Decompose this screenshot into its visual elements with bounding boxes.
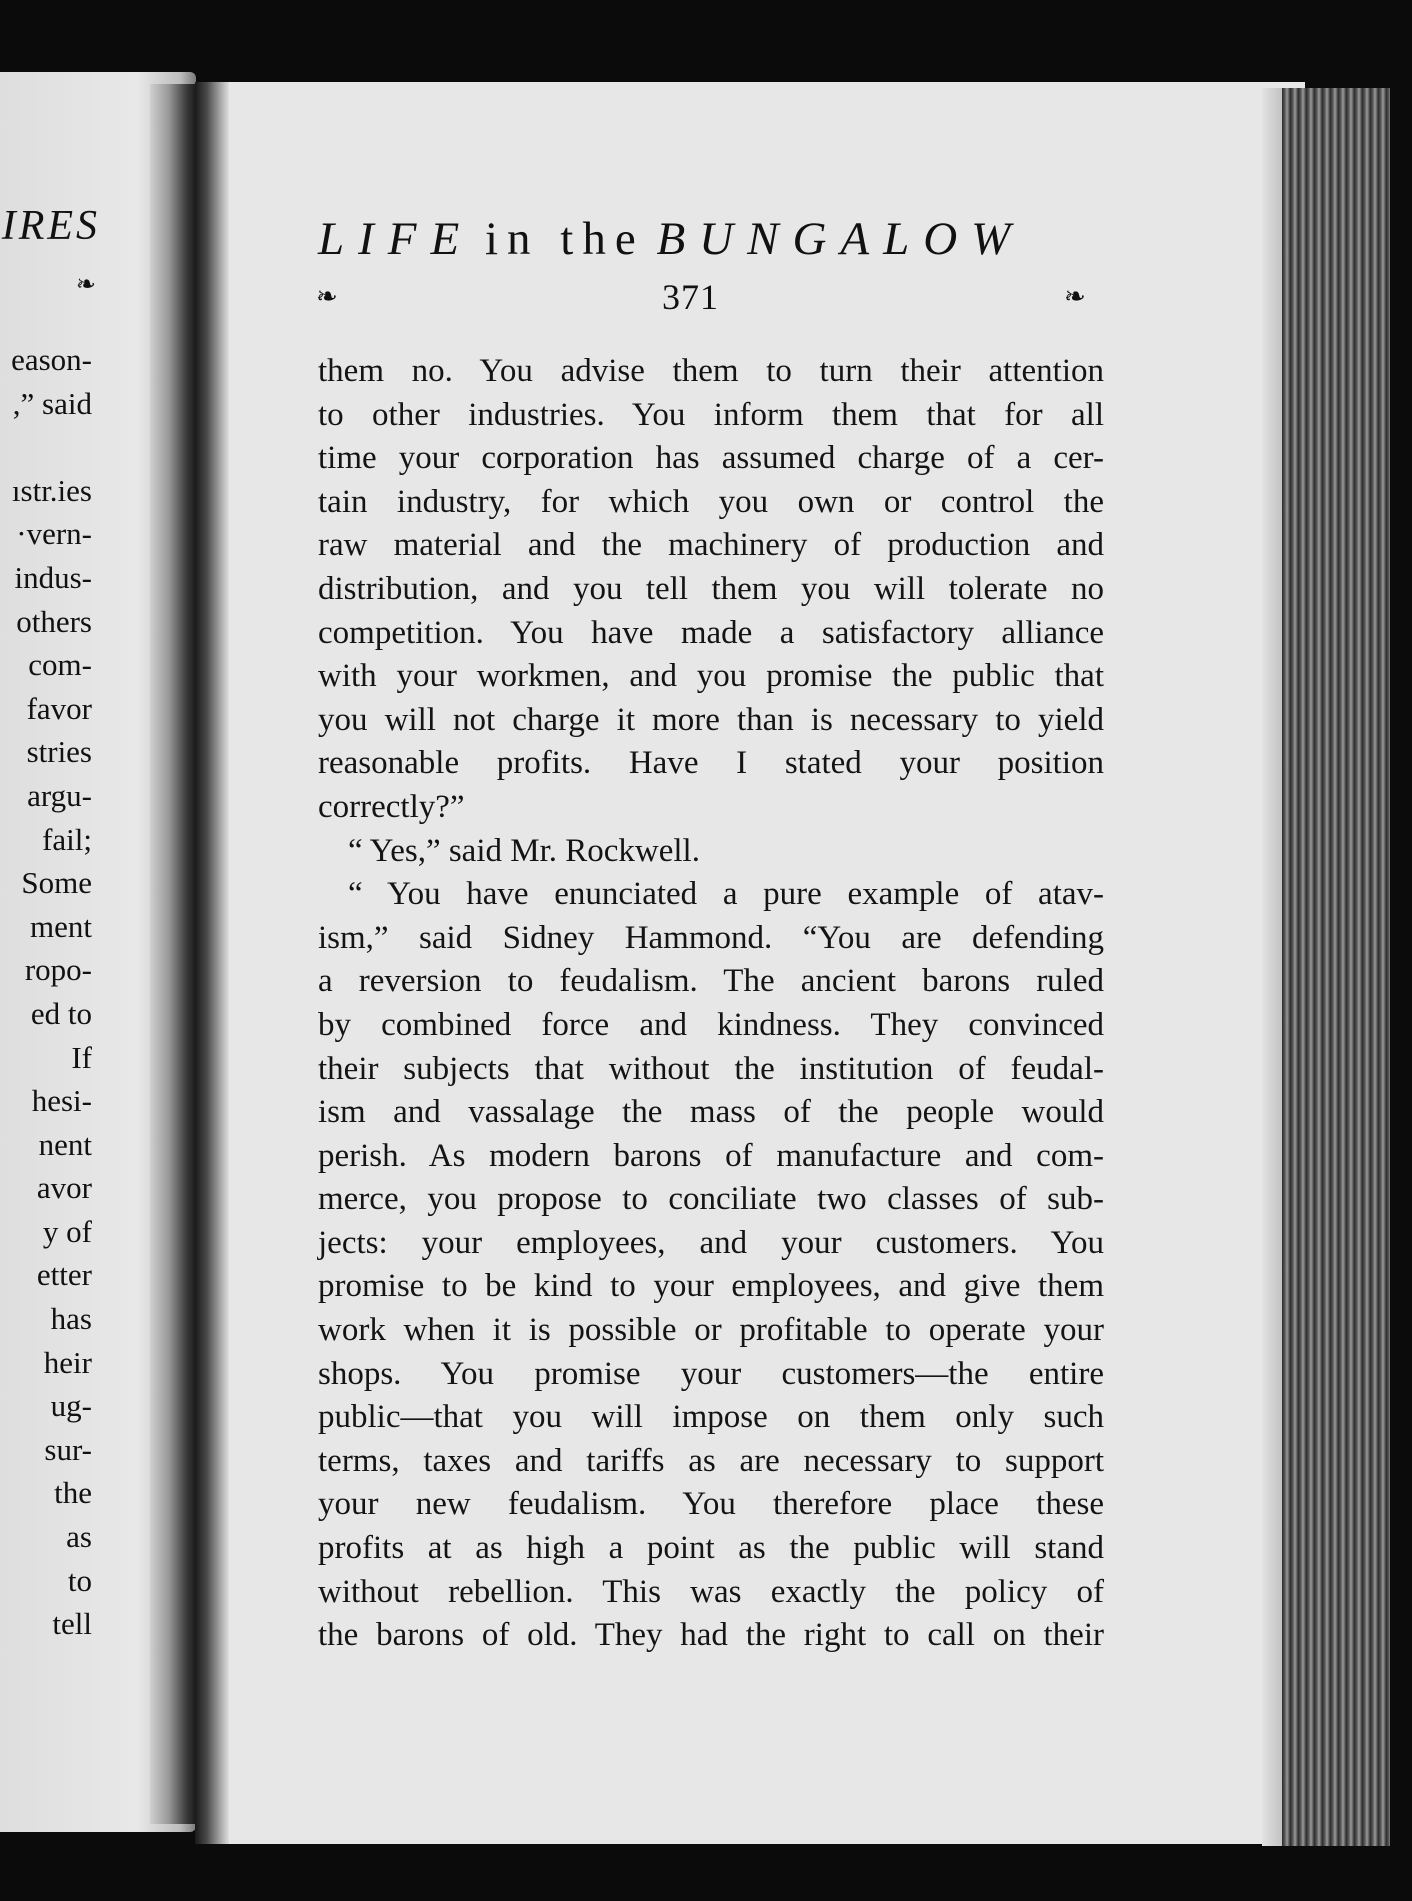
text-line: terms, taxes and tariffs as are necessary to support (318, 1442, 1104, 1479)
running-head (318, 212, 1104, 266)
left-line-fragment: stries (26, 734, 92, 770)
left-line-fragment: others (16, 603, 92, 639)
left-line-fragment: nent (38, 1126, 92, 1162)
text-line: time your corporation has assumed charge of a cer- (318, 440, 1104, 477)
text-line: competition. You have made a satisfactory alliance (318, 614, 1104, 651)
text-line: to other industries. You inform them that for all (318, 396, 1104, 433)
left-line-fragment: ropo- (24, 952, 92, 988)
left-line-fragment: sur- (44, 1431, 92, 1467)
text-line: raw material and the machinery of production and (318, 527, 1104, 564)
text-line: with your workmen, and you promise the public that (318, 658, 1104, 695)
left-page-edge (150, 84, 196, 1824)
page-number: 371 (662, 277, 719, 317)
left-ornament-icon: ❧ (75, 272, 96, 298)
text-line: without rebellion. This was exactly the policy of (318, 1573, 1104, 1610)
left-line-fragment: etter (36, 1257, 92, 1293)
page-gutter (195, 82, 229, 1844)
left-line-fragment: heir (43, 1344, 92, 1380)
text-line: merce, you propose to conciliate two classes of sub- (318, 1181, 1104, 1218)
text-line: perish. As modern barons of manufacture and com- (318, 1137, 1104, 1174)
left-line-fragment: as (66, 1519, 92, 1555)
body-text (318, 350, 1104, 1658)
text-line: their subjects that without the institution of feudal- (318, 1050, 1104, 1087)
left-line-fragment: favor (26, 690, 92, 726)
left-line-fragment: ug- (50, 1388, 92, 1424)
running-head-life: LIFE (318, 213, 474, 265)
text-line: “ You have enunciated a pure example of atav- (348, 876, 1104, 913)
left-line-fragment (11, 425, 92, 469)
text-line: public—that you will impose on them only such (318, 1399, 1104, 1436)
text-line: distribution, and you tell them you will tolerate no (318, 570, 1104, 607)
fleuron-right-icon: ❧ (1064, 282, 1086, 311)
left-line-fragment: argu- (27, 777, 92, 813)
text-line: them no. You advise them to turn their attention (318, 353, 1104, 389)
left-line-fragment: avor (36, 1170, 92, 1206)
text-line: by combined force and kindness. They convinced (318, 1006, 1104, 1043)
text-line: your new feudalism. You therefore place these (318, 1486, 1104, 1523)
left-line-fragments (11, 338, 92, 1646)
text-line: reasonable profits. Have I stated your position (318, 745, 1104, 782)
left-line-fragment: ·vern- (16, 516, 92, 552)
left-line-fragment: com- (28, 647, 92, 683)
page-fore-edge (1282, 88, 1390, 1846)
text-line: work when it is possible or profitable to operate your (318, 1312, 1104, 1349)
left-line-fragment: y of (42, 1213, 92, 1249)
text-line: you will not charge it more than is necessary to yield (318, 701, 1104, 738)
left-line-fragment: eason- (11, 342, 92, 377)
left-line-fragment: indus- (14, 559, 92, 595)
left-running-head-fragment: IRES (1, 203, 100, 249)
left-line-fragment: tell (52, 1606, 92, 1642)
text-line: promise to be kind to your employees, and give them (318, 1268, 1104, 1305)
running-head-in-the: in the (484, 213, 645, 265)
left-line-fragment: ment (30, 908, 92, 944)
text-line: ism and vassalage the mass of the people would (318, 1094, 1104, 1131)
text-line: “ Yes,” said Mr. Rockwell. (348, 832, 700, 869)
left-line-fragment: ed to (30, 995, 92, 1031)
text-line: correctly?” (318, 788, 465, 825)
left-line-fragment: has (50, 1301, 92, 1337)
left-line-fragment: to (67, 1562, 92, 1598)
text-line: jects: your employees, and your customers. You (318, 1224, 1104, 1261)
running-head-bungalow: BUNGALOW (656, 213, 1025, 265)
left-line-fragment: If (71, 1039, 92, 1075)
text-line: profits at as high a point as the public will stand (318, 1530, 1104, 1567)
text-line: shops. You promise your customers—the entire (318, 1355, 1104, 1392)
left-line-fragment: fail; (42, 821, 92, 857)
left-line-fragment: Some (21, 865, 92, 901)
text-line: a reversion to feudalism. The ancient barons ruled (318, 963, 1104, 1000)
text-line: ism,” said Sidney Hammond. “You are defending (318, 919, 1104, 956)
fleuron-left-icon: ❧ (316, 282, 338, 311)
left-line-fragment: the (54, 1475, 92, 1511)
left-line-fragment: ıstr.ies (11, 472, 92, 508)
text-line: tain industry, for which you own or control the (318, 483, 1104, 520)
text-line: the barons of old. They had the right to call on their (318, 1617, 1104, 1654)
left-line-fragment: ,” said (12, 385, 92, 421)
left-line-fragment: hesi- (31, 1083, 92, 1119)
